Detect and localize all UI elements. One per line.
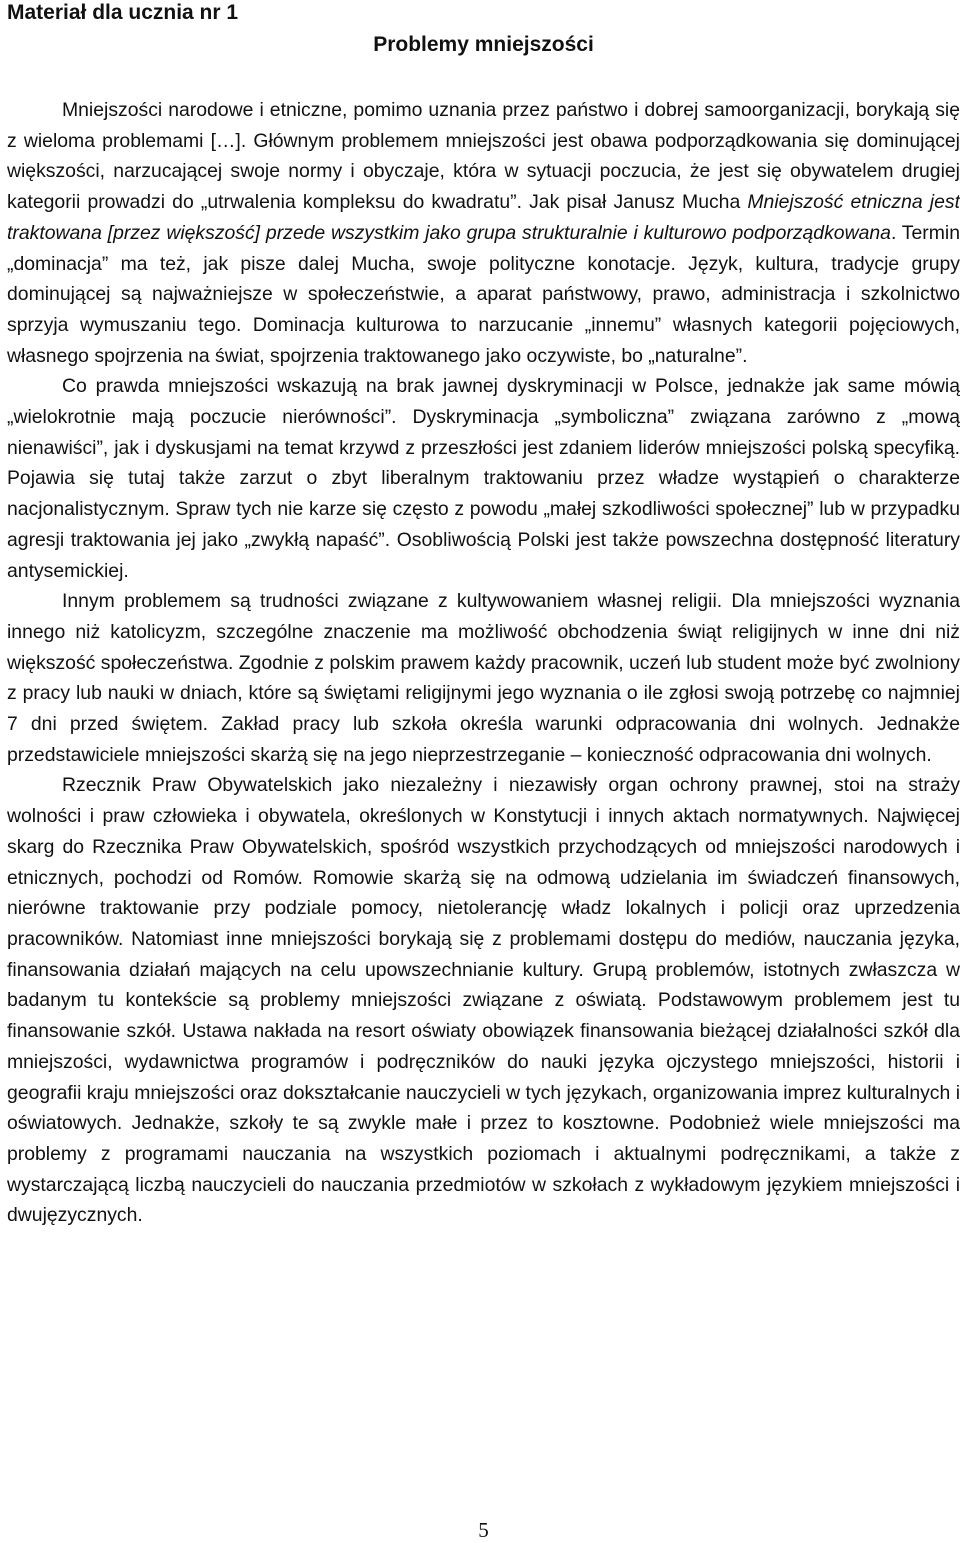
paragraph-1-quote: Mniejszość etniczna jest traktowana [przez większość] przede wszystkim jako grupa strukturalnie i kulturowo podporządkowana [7, 191, 960, 244]
document-label: Materiał dla ucznia nr 1 [7, 1, 239, 24]
document-title: Problemy mniejszości [373, 33, 594, 56]
page-number: 5 [478, 1518, 489, 1542]
paragraph-1 [7, 95, 960, 371]
paragraph-1-text-start: Mniejszości narodowe i etniczne, pomimo uznania przez państwo i dobrej samoorganizacji, borykają się z wieloma problemami […]. Głównym problemem mniejszości jest obawa podporządkowania się dominującej większości, narzucającej swoje normy i obyczaje, która w sytuacji poczucia, że jest się obywatelem drugiej kategorii prowadzi do „utrwalenia kompleksu do kwadratu”. Jak pisał Janusz Mucha [7, 99, 960, 214]
document-body [7, 95, 960, 1231]
paragraph-1-text-end: . Termin „dominacja” ma też, jak pisze dalej Mucha, swoje polityczne konotacje. Język, kultura, tradycje grupy dominującej są najważniejsze w społeczeństwie, a aparat państwowy, prawo, administracja i szkolnictwo sprzyja wymuszaniu tego. Dominacja kulturowa to narzucanie „innemu” własnych kategorii pojęciowych, własnego spojrzenia na świat, spojrzenia traktowanego jako oczywiste, bo „naturalne”. [7, 221, 960, 367]
paragraph-3: Innym problemem są trudności związane z kultywowaniem własnej religii. Dla mniejszości wyznania innego niż katolicyzm, szczególne znaczenie ma możliwość obchodzenia świąt religijnych w inne dni niż większość społeczeństwa. Zgodnie z polskim prawem każdy pracownik, uczeń lub student może być zwolniony z pracy lub nauki w dniach, które są świętami religijnymi jego wyznania o ile zgłosi swoją potrzebę co najmniej 7 dni przed świętem. Zakład pracy lub szkoła określa warunki odpracowania dni wolnych. Jednakże przedstawiciele mniejszości skarżą się na jego nieprzestrzeganie – konieczność odpracowania dni wolnych. [7, 590, 960, 766]
paragraph-2: Co prawda mniejszości wskazują na brak jawnej dyskryminacji w Polsce, jednakże jak same mówią „wielokrotnie mają poczucie nierówności”. Dyskryminacja „symboliczna” związana zarówno z „mową nienawiści”, jak i dyskusjami na temat krzywd z przeszłości jest zdaniem liderów mniejszości polską specyfiką. Pojawia się tutaj także zarzut o zbyt liberalnym traktowaniu przez władze wystąpień o charakterze nacjonalistycznym. Spraw tych nie karze się często z powodu „małej szkodliwości społecznej” lub w przypadku agresji traktowania jej jako „zwykłą napaść”. Osobliwością Polski jest także powszechna dostępność literatury antysemickiej. [7, 375, 960, 582]
paragraph-4: Rzecznik Praw Obywatelskich jako niezależny i niezawisły organ ochrony prawnej, stoi na straży wolności i praw człowieka i obywatela, określonych w Konstytucji i innych aktach normatywnych. Najwięcej skarg do Rzecznika Praw Obywatelskich, spośród wszystkich przychodzących od mniejszości narodowych i etnicznych, pochodzi od Romów. Romowie skarżą się na odmową udzielania im świadczeń finansowych, nierówne traktowanie przy podziale pomocy, nietolerancję władz lokalnych i policji oraz uprzedzenia pracowników. Natomiast inne mniejszości borykają się z problemami dostępu do mediów, nauczania języka, finansowania działań mających na celu upowszechnianie kultury. Grupą problemów, istotnych zwłaszcza w badanym tu kontekście są problemy mniejszości związane z oświatą. Podstawowym problemem jest tu finansowanie szkół. Ustawa nakłada na resort oświaty obowiązek finansowania bieżącej działalności szkół dla mniejszości, wydawnictwa programów i podręczników do nauki języka ojczystego mniejszości, historii i geografii kraju mniejszości oraz dokształcanie nauczycieli w tych językach, organizowania imprez kulturalnych i oświatowych. Jednakże, szkoły te są zwykle małe i przez to kosztowne. Podobnież wiele mniejszości ma problemy z programami nauczania na wszystkich poziomach i aktualnymi podręcznikami, a także z wystarczającą liczbą nauczycieli do nauczania przedmiotów w szkołach z wykładowym językiem mniejszości i dwujęzycznych. [7, 774, 960, 1227]
